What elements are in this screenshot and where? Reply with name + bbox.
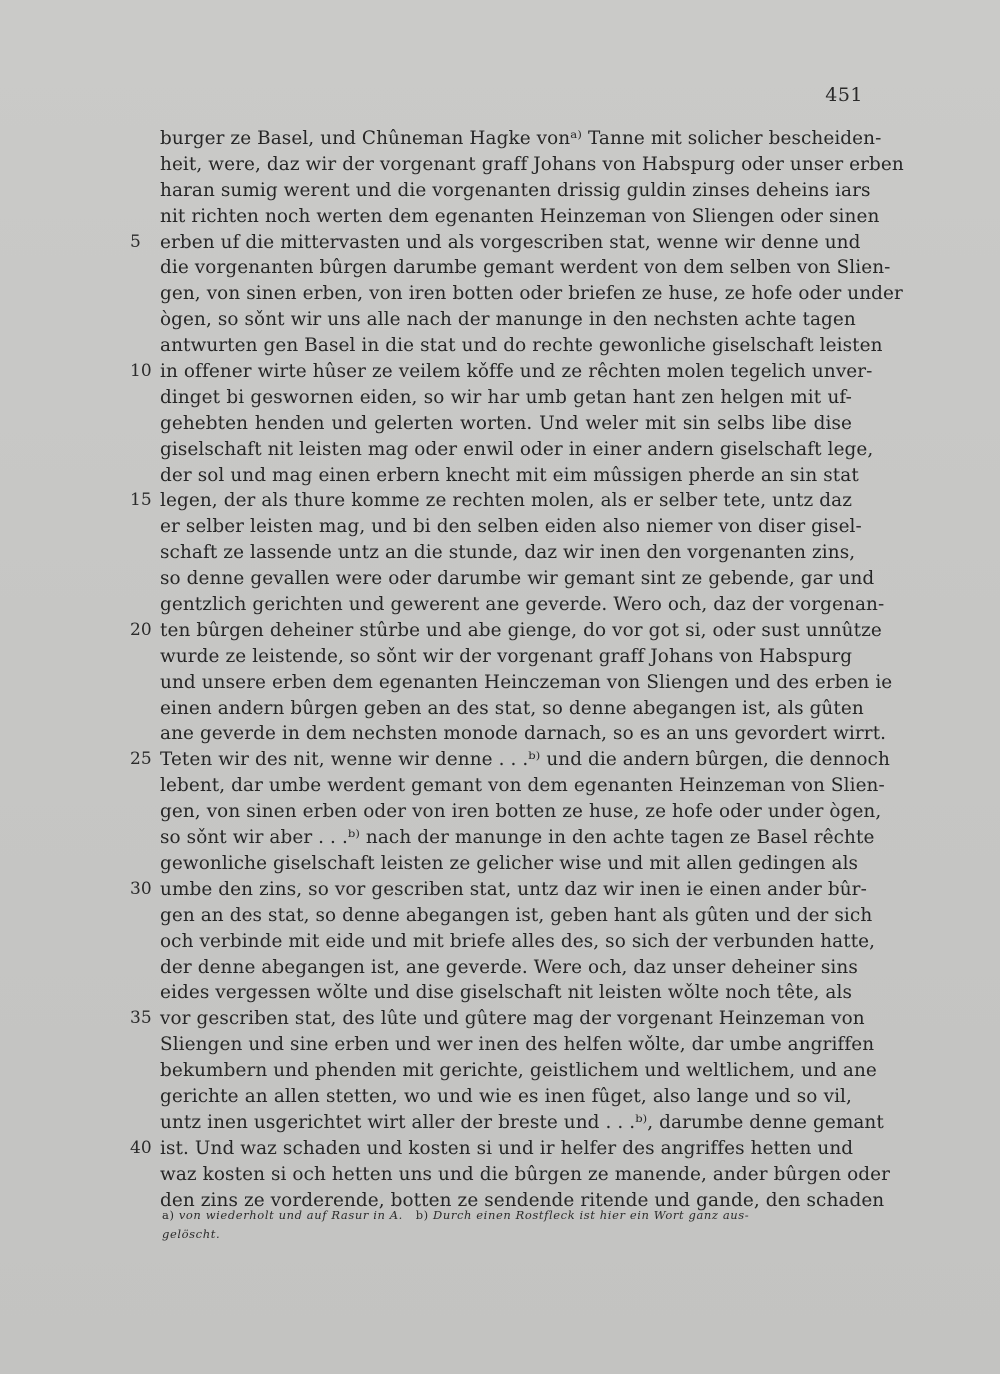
line-text: gehebten henden und gelerten worten. Und weler mit sin selbs libe dise [160,412,852,434]
line-text: der sol und mag einen erbern knecht mit eim mûssigen pherde an sin stat [160,464,859,486]
text-line [160,825,875,851]
line-text: ist. Und waz schaden und kosten si und ir helfer des angriffes hetten und [160,1137,854,1159]
line-text: die vorgenanten bûrgen darumbe gemant werdent von dem selben von Slien- [160,257,891,279]
line-text: eides vergessen wǒlte und dise giselschaft nit leisten wǒlte noch tête, als [160,982,853,1004]
text-line [160,851,859,877]
line-text: schaft ze lassende untz an die stunde, daz wir inen den vorgenanten zins, [160,542,856,564]
footnote-b-text: Durch einen Rostfleck ist hier ein Wort ganz aus- [433,1208,750,1222]
text-line [160,903,873,929]
line-text: bekumbern und phenden mit gerichte, geistlichem und weltlichem, und ane [160,1060,877,1082]
line-text: antwurten gen Basel in die stat und do rechte gewonliche giselschaft leisten [160,335,883,357]
page-number: 451 [825,84,863,106]
text-line [160,152,904,178]
line-text: waz kosten si och hetten uns und die bûrgen ze manende, ander bûrgen oder [160,1163,891,1185]
line-text: in offener wirte hûser ze veilem kǒffe und ze rêchten molen tegelich unver- [160,361,873,383]
text-line [130,230,861,256]
text-line [160,644,852,670]
line-text: Teten wir des nit, wenne wir denne . . .ᵇ⁾ und die andern bûrgen, die dennoch [160,749,890,771]
text-line [130,488,852,514]
text-line [160,514,862,540]
line-text: er selber leisten mag, und bi den selben eiden also niemer von diser gisel- [160,516,862,538]
line-text: heit, were, daz wir der vorgenant graff Johans von Habspurg oder unser erben [160,153,904,175]
text-line [160,204,880,230]
line-text: wurde ze leistende, so sǒnt wir der vorgenant graff Johans von Habspurg [160,645,853,667]
line-number: 20 [130,619,152,640]
text-line [160,773,885,799]
text-line [130,877,867,903]
line-text: haran sumig werent und die vorgenanten drissig guldin zinses deheins iars [160,179,871,201]
line-text: burger ze Basel, und Chûneman Hagke vonᵃ⁾ Tanne mit solicher bescheiden- [160,128,882,149]
line-text: vor gescriben stat, des lûte und gûtere mag der vorgenant Heinzeman von [160,1008,865,1030]
line-text: gen, von sinen erben, von iren botten oder briefen ze huse, ze hofe oder under [160,283,903,305]
footnote-b-continuation: gelöscht. [162,1227,221,1241]
text-line [160,437,874,463]
line-text: gentzlich gerichten und gewerent ane geverde. Wero och, daz der vorgenan- [160,594,885,616]
line-text: und unsere erben dem egenanten Heinczeman von Sliengen und des erben ie [160,671,893,693]
text-line [160,255,891,281]
line-text: umbe den zins, so vor gescriben stat, untz daz wir inen ie einen ander bûr- [160,878,867,900]
text-line [160,1110,884,1136]
text-line [160,980,852,1006]
text-line [160,333,883,359]
line-text: gewonliche giselschaft leisten ze gelicher wise und mit allen gedingen als [160,852,859,874]
text-line [160,592,885,618]
line-text: gen, von sinen erben oder von iren botten ze huse, ze hofe oder under ògen, [160,801,882,823]
text-line [160,929,876,955]
line-text: untz inen usgerichtet wirt aller der breste und . . .ᵇ⁾, darumbe denne gemant [160,1111,884,1133]
footnote-a [162,1208,407,1222]
line-text: ane geverde in dem nechsten monode darnach, so es an uns gevordert wirrt. [160,723,887,745]
line-text: lebent, dar umbe werdent gemant von dem egenanten Heinzeman von Slien- [160,775,885,797]
text-line [160,1084,852,1110]
line-number: 40 [130,1137,152,1158]
text-line [160,307,856,333]
text-line [130,1136,854,1162]
line-number: 15 [130,490,152,511]
text-line [160,1162,891,1188]
footnote-b [416,1208,750,1222]
footnote-a-text: von wiederholt und auf Rasur in A. [178,1208,403,1222]
text-line [160,281,903,307]
body-text [130,126,904,1213]
text-line [130,747,890,773]
line-text: erben uf die mittervasten und als vorgescriben stat, wenne wir denne und [160,231,861,253]
text-line [160,1058,877,1084]
text-line [160,463,859,489]
line-text: gerichte an allen stetten, wo und wie es inen fûget, also lange und so vil, [160,1085,852,1107]
line-text: dinget bi geswornen eiden, so wir har umb getan hant zen helgen mit uf- [160,386,852,408]
footnote-a-label: a) [162,1208,175,1222]
footnote-b-label: b) [415,1208,429,1222]
text-line [160,721,887,747]
line-number: 35 [130,1008,152,1029]
line-number: 10 [130,361,152,382]
line-number: 30 [130,878,152,899]
text-line [130,359,873,385]
line-text: legen, der als thure komme ze rechten molen, als er selber tete, untz daz [160,490,852,512]
text-line [160,385,852,411]
line-text: giselschaft nit leisten mag oder enwil oder in einer andern giselschaft lege, [160,438,874,460]
text-line [160,126,882,152]
text-line [160,178,871,204]
line-text: och verbinde mit eide und mit briefe alles des, so sich der verbunden hatte, [160,930,876,952]
text-line [160,955,858,981]
footnotes [162,1206,852,1244]
line-text: der denne abegangen ist, ane geverde. Were och, daz unser deheiner sins [160,956,858,978]
text-line [160,670,893,696]
line-text: ten bûrgen deheiner stûrbe und abe gienge, do vor got si, oder sust unnûtze [160,619,882,641]
line-text: ògen, so sǒnt wir uns alle nach der manunge in den nechsten achte tagen [160,309,856,331]
text-line [160,411,852,437]
line-text: so denne gevallen were oder darumbe wir gemant sint ze gebende, gar und [160,568,875,590]
text-line [160,540,856,566]
text-line [160,696,864,722]
text-line [130,1006,865,1032]
line-number: 5 [130,231,141,252]
text-line [160,1032,875,1058]
line-text: Sliengen und sine erben und wer inen des helfen wǒlte, dar umbe angriffen [160,1034,875,1056]
line-text: den zins ze vorderende, botten ze sendende ritende und gande, den schaden [160,1189,885,1211]
line-text: einen andern bûrgen geben an des stat, so denne abegangen ist, als gûten [160,697,864,719]
text-line [160,799,882,825]
line-number: 25 [130,749,152,770]
line-text: gen an des stat, so denne abegangen ist, geben hant als gûten und der sich [160,904,873,926]
text-line [130,618,882,644]
text-line [160,566,875,592]
line-text: nit richten noch werten dem egenanten Heinzeman von Sliengen oder sinen [160,205,880,227]
line-text: so sǒnt wir aber . . .ᵇ⁾ nach der manunge in den achte tagen ze Basel rêchte [160,827,875,849]
